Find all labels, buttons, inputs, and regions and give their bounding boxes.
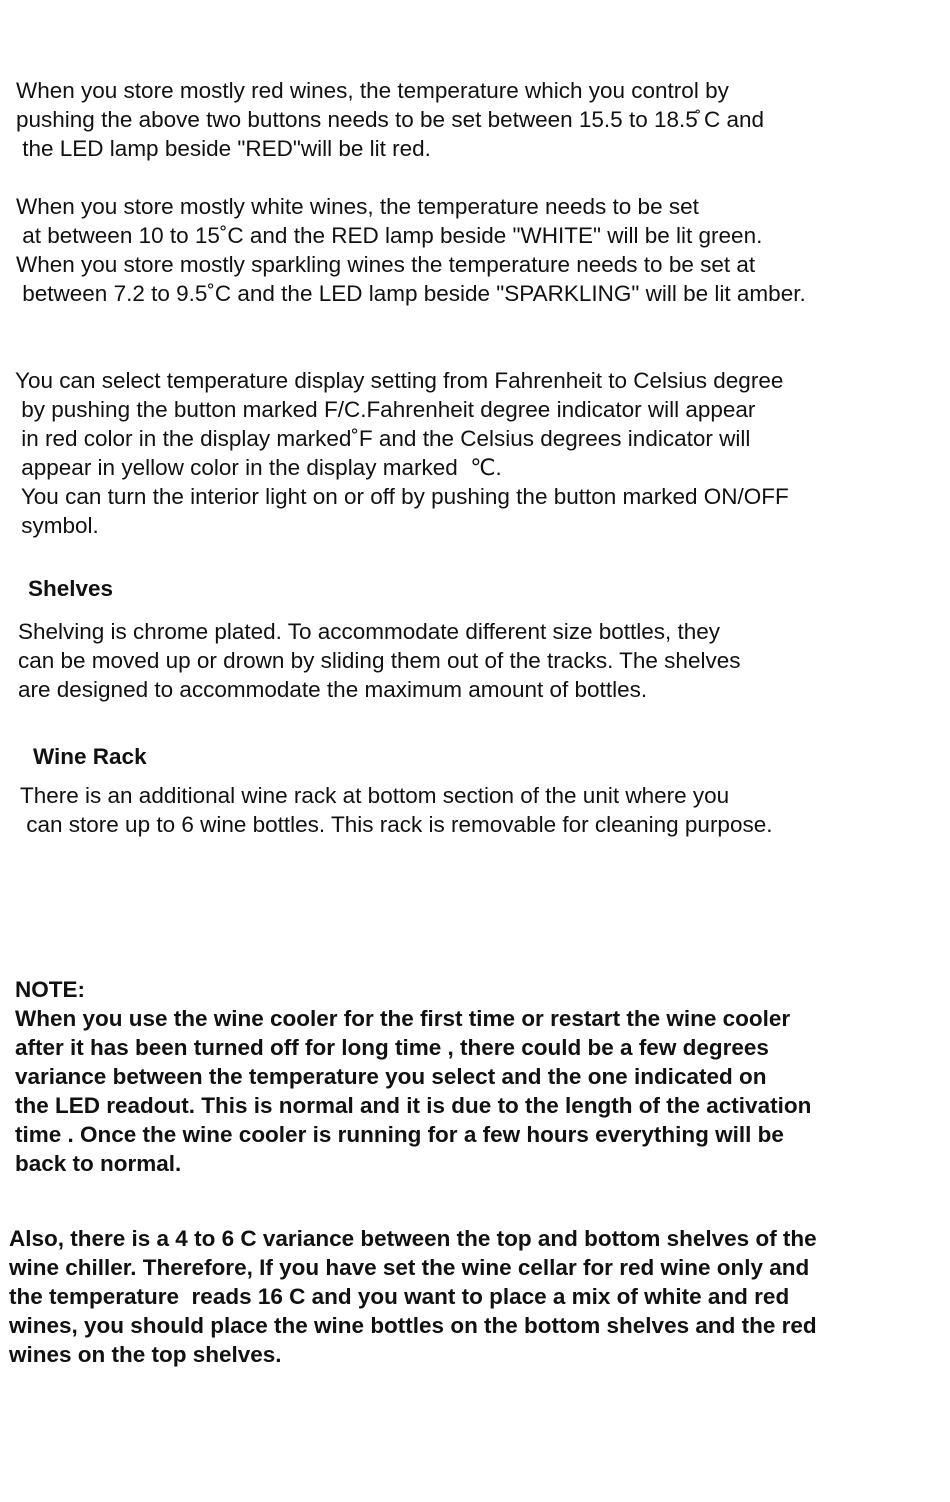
paragraph-display-line-1: You can select temperature display setting from Fahrenheit to Celsius degree <box>15 368 784 393</box>
paragraph-white-line-1: When you store mostly white wines, the temperature needs to be set <box>16 194 699 219</box>
paragraph-display-line-3: in red color in the display marked˚F and the Celsius degrees indicator will <box>15 426 751 451</box>
paragraph-light-line-2: symbol. <box>15 513 99 538</box>
wine-rack-line-2: can store up to 6 wine bottles. This rack is removable for cleaning purpose. <box>20 812 773 837</box>
note-heading: NOTE: <box>15 977 85 1002</box>
variance-line-2: wine chiller. Therefore, If you have set the wine cellar for red wine only and <box>9 1255 810 1280</box>
paragraph-sparkling-line-2: between 7.2 to 9.5˚C and the LED lamp beside "SPARKLING" will be lit amber. <box>16 281 806 306</box>
note-line-6: back to normal. <box>15 1151 182 1176</box>
shelves-line-2: can be moved up or drown by sliding them out of the tracks. The shelves <box>18 648 741 673</box>
paragraph-red-line-2: pushing the above two buttons needs to be set between 15.5 to 18.5̊ C and <box>16 107 765 132</box>
variance-line-4: wines, you should place the wine bottles on the bottom shelves and the red <box>9 1313 817 1338</box>
variance-line-1: Also, there is a 4 to 6 C variance between the top and bottom shelves of the <box>9 1226 817 1251</box>
note-line-4: the LED readout. This is normal and it is due to the length of the activation <box>15 1093 812 1118</box>
variance-line-5: wines on the top shelves. <box>9 1342 282 1367</box>
shelves-heading: Shelves <box>28 576 114 601</box>
paragraph-light-line-1: You can turn the interior light on or off by pushing the button marked ON/OFF <box>15 484 789 509</box>
paragraph-red-line-3: the LED lamp beside "RED"will be lit red. <box>16 136 431 161</box>
note-line-2: after it has been turned off for long time , there could be a few degrees <box>15 1035 769 1060</box>
paragraph-red-line-1: When you store mostly red wines, the temperature which you control by <box>16 78 729 103</box>
note-line-1: When you use the wine cooler for the first time or restart the wine cooler <box>15 1006 791 1031</box>
note-line-3: variance between the temperature you select and the one indicated on <box>15 1064 767 1089</box>
note-line-5: time . Once the wine cooler is running for a few hours everything will be <box>15 1122 784 1147</box>
paragraph-sparkling-line-1: When you store mostly sparkling wines the temperature needs to be set at <box>16 252 756 277</box>
paragraph-white-line-2: at between 10 to 15˚C and the RED lamp beside "WHITE" will be lit green. <box>16 223 763 248</box>
wine-rack-heading: Wine Rack <box>33 744 147 769</box>
variance-line-3: the temperature reads 16 C and you want to place a mix of white and red <box>9 1284 790 1309</box>
shelves-line-1: Shelving is chrome plated. To accommodate different size bottles, they <box>18 619 721 644</box>
shelves-line-3: are designed to accommodate the maximum amount of bottles. <box>18 677 648 702</box>
paragraph-display-line-4: appear in yellow color in the display marked ℃. <box>15 455 502 480</box>
wine-rack-line-1: There is an additional wine rack at bottom section of the unit where you <box>20 783 730 808</box>
paragraph-display-line-2: by pushing the button marked F/C.Fahrenheit degree indicator will appear <box>15 397 756 422</box>
